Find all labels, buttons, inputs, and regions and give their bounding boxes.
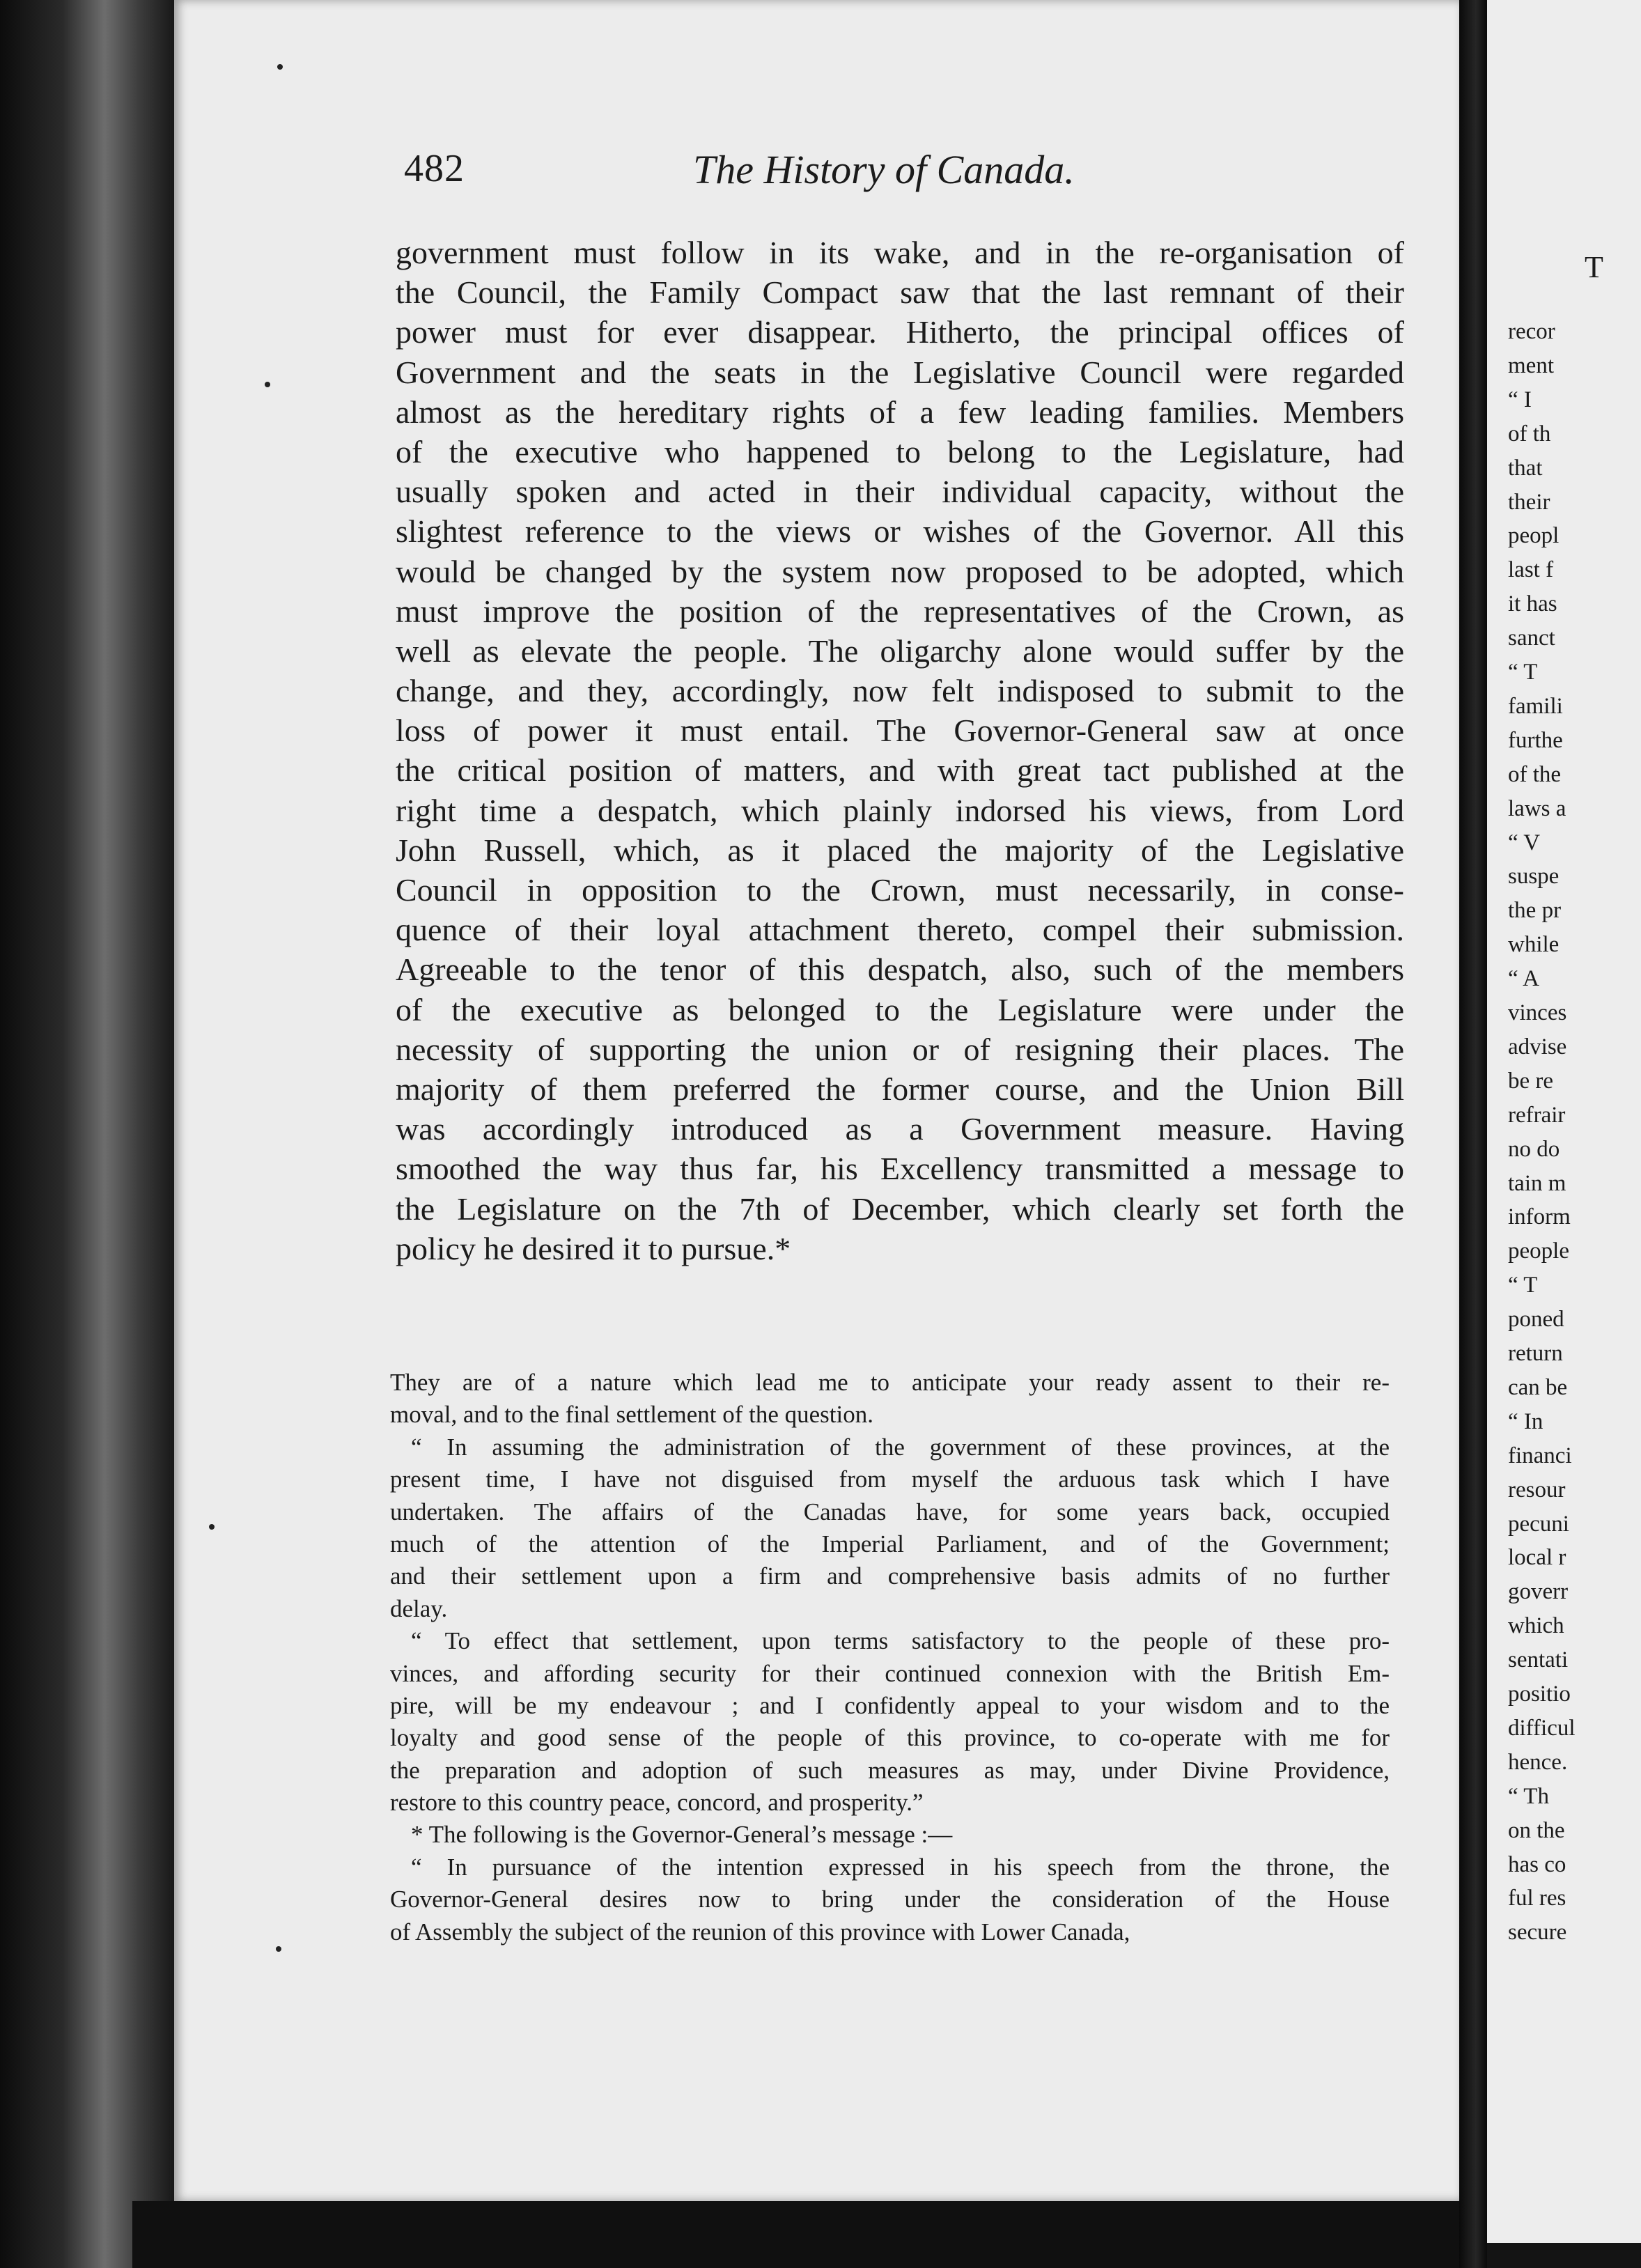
text-line: loss of power it must entail. The Governor-General saw at once [396, 713, 1404, 749]
footnote-line: the preparation and adoption of such measures as may, under Divine Providence, [390, 1756, 1390, 1784]
footnote-line: Governor-General desires now to bring under the consideration of the House [390, 1886, 1390, 1913]
footnote-line: restore to this country peace, concord, and prosperity.” [390, 1789, 924, 1817]
facing-page-line: goverr [1508, 1579, 1569, 1605]
facing-page-line: positio [1508, 1681, 1571, 1707]
book-gutter [1459, 0, 1487, 2268]
facing-page-line: no do [1508, 1136, 1560, 1162]
facing-page-line: which [1508, 1613, 1564, 1639]
footnote-line: pire, will be my endeavour ; and I confidently appeal to your wisdom and to the [390, 1691, 1390, 1719]
facing-page-line: that [1508, 455, 1543, 481]
facing-page-line: of th [1508, 421, 1551, 446]
facing-page-line: while [1508, 932, 1560, 958]
footnote-line: delay. [390, 1594, 448, 1622]
text-line: was accordingly introduced as a Government measure. Having [396, 1111, 1404, 1147]
facing-page-line: the pr [1508, 898, 1562, 924]
text-line: necessity of supporting the union or of resigning their places. The [396, 1031, 1404, 1067]
speck-mark [276, 1946, 281, 1952]
text-line: policy he desired it to pursue.* [396, 1230, 791, 1266]
facing-page-line: “ Th [1508, 1783, 1549, 1809]
facing-page-line: advise [1508, 1034, 1567, 1059]
text-line: almost as the hereditary rights of a few leading families. Members [396, 394, 1404, 430]
text-line: slightest reference to the views or wishes of the Governor. All this [396, 513, 1404, 550]
facing-page-line: tain m [1508, 1170, 1566, 1196]
facing-page-line: return [1508, 1341, 1563, 1366]
running-header [404, 146, 1128, 195]
text-line: change, and they, accordingly, now felt indisposed to submit to the [396, 673, 1404, 709]
text-line: of the executive as belonged to the Legislature were under the [396, 991, 1404, 1027]
text-line: Government and the seats in the Legislative Council were regarded [396, 354, 1404, 390]
footnote-line: undertaken. The affairs of the Canadas have, for some years back, occupied [390, 1498, 1390, 1525]
facing-page-line: be re [1508, 1068, 1554, 1094]
facing-page-line: can be [1508, 1374, 1568, 1400]
facing-page-line: refrair [1508, 1102, 1566, 1128]
footnote-line: and their settlement upon a firm and comprehensive basis admits of no further [390, 1562, 1390, 1590]
footnote-line: vinces, and affording security for their continued connexion with the British Em- [390, 1659, 1390, 1687]
footnote-line: They are of a nature which lead me to anticipate your ready assent to their re- [390, 1369, 1390, 1396]
text-line: the Legislature on the 7th of December, which clearly set forth the [396, 1190, 1404, 1227]
footnotes-block [390, 1367, 1390, 1948]
footnote-line: much of the attention of the Imperial Parliament, and of the Government; [390, 1530, 1390, 1558]
footnote-line: present time, I have not disguised from myself the arduous task which I have [390, 1466, 1390, 1493]
page-number: 482 [404, 147, 465, 190]
facing-page-line: financi [1508, 1443, 1572, 1468]
text-line: of the executive who happened to belong to the Legislature, had [396, 433, 1404, 469]
facing-page-line: poned [1508, 1307, 1564, 1333]
facing-page-line: “ T [1508, 1273, 1538, 1298]
facing-page-line: “ A [1508, 966, 1539, 992]
text-line: the critical position of matters, and with great tact published at the [396, 752, 1404, 789]
footnote-line: loyalty and good sense of the people of this province, to co-operate with me for [390, 1724, 1390, 1752]
facing-page-line: resour [1508, 1477, 1566, 1502]
facing-page-line: “ In [1508, 1408, 1543, 1434]
footnote-line: “ In pursuance of the intention expressed in his speech from the throne, the [411, 1853, 1390, 1881]
text-line: the Council, the Family Compact saw that the last remnant of their [396, 274, 1404, 311]
text-line: power must for ever disappear. Hitherto, the principal offices of [396, 314, 1404, 350]
text-line: well as elevate the people. The oligarchy alone would suffer by the [396, 632, 1404, 669]
book-spine-edge [0, 0, 174, 2268]
speck-mark [209, 1524, 215, 1530]
text-line: usually spoken and acted in their individual capacity, without the [396, 474, 1404, 510]
facing-page-line: last f [1508, 557, 1554, 583]
footnote-line: moval, and to the final settlement of the question. [390, 1401, 874, 1429]
facing-page-line: peopl [1508, 523, 1560, 549]
facing-page-line: sanct [1508, 626, 1555, 651]
facing-page-line: recor [1508, 319, 1555, 344]
facing-page-line: people [1508, 1238, 1569, 1264]
footnote-line: “ In assuming the administration of the government of these provinces, at the [411, 1433, 1390, 1461]
facing-page-line: ful res [1508, 1886, 1566, 1911]
facing-page-line: furthe [1508, 727, 1563, 753]
facing-page-line: local r [1508, 1545, 1566, 1571]
speck-mark [277, 64, 283, 70]
page-bottom-shadow [132, 2201, 1459, 2268]
facing-page-line: sentati [1508, 1647, 1569, 1673]
text-line: quence of their loyal attachment thereto, compel their submission. [396, 912, 1404, 948]
text-line: would be changed by the system now proposed to be adopted, which [396, 553, 1404, 589]
facing-page-line: has co [1508, 1851, 1566, 1877]
facing-page-line: inform [1508, 1204, 1571, 1230]
facing-page-line: famili [1508, 693, 1563, 719]
facing-page-line: hence. [1508, 1749, 1568, 1775]
facing-page-line: pecuni [1508, 1511, 1569, 1537]
text-line: government must follow in its wake, and in the re-organisation of [396, 235, 1404, 270]
text-line: Council in opposition to the Crown, must necessarily, in conse- [396, 872, 1404, 908]
text-line: Agreeable to the tenor of this despatch, also, such of the members [396, 952, 1404, 988]
facing-page-line: difficul [1508, 1715, 1576, 1741]
facing-page-line: secure [1508, 1920, 1567, 1945]
footnote-line: of Assembly the subject of the reunion of this province with Lower Canada, [390, 1918, 1130, 1945]
facing-page [1487, 0, 1641, 2243]
facing-page-line: their [1508, 489, 1550, 515]
text-line: John Russell, which, as it placed the majority of the Legislative [396, 832, 1404, 868]
text-line: majority of them preferred the former course, and the Union Bill [396, 1071, 1404, 1107]
facing-page-line: suspe [1508, 864, 1560, 890]
facing-page-line: “ T [1508, 660, 1538, 685]
facing-page-line: on the [1508, 1817, 1565, 1843]
facing-page-line: laws a [1508, 795, 1566, 821]
main-text-block [396, 233, 1404, 1268]
text-line: right time a despatch, which plainly indorsed his views, from Lord [396, 792, 1404, 828]
text-line: must improve the position of the representatives of the Crown, as [396, 593, 1404, 629]
facing-page-bottom [1487, 2243, 1641, 2268]
facing-page-line: it has [1508, 591, 1557, 617]
footnote-line: “ To effect that settlement, upon terms satisfactory to the people of these pro- [411, 1627, 1390, 1655]
facing-page-line: “ I [1508, 387, 1532, 412]
footnote-line: * The following is the Governor-General’s message :— [411, 1821, 953, 1849]
running-title: The History of Canada. [693, 147, 1075, 192]
facing-page-heading: T [1585, 250, 1603, 284]
facing-page-line: vinces [1508, 1000, 1567, 1025]
facing-page-line: of the [1508, 761, 1562, 787]
facing-page-line: ment [1508, 352, 1554, 378]
speck-mark [265, 382, 270, 387]
facing-page-line: “ V [1508, 830, 1541, 855]
text-line: smoothed the way thus far, his Excellency transmitted a message to [396, 1151, 1404, 1187]
